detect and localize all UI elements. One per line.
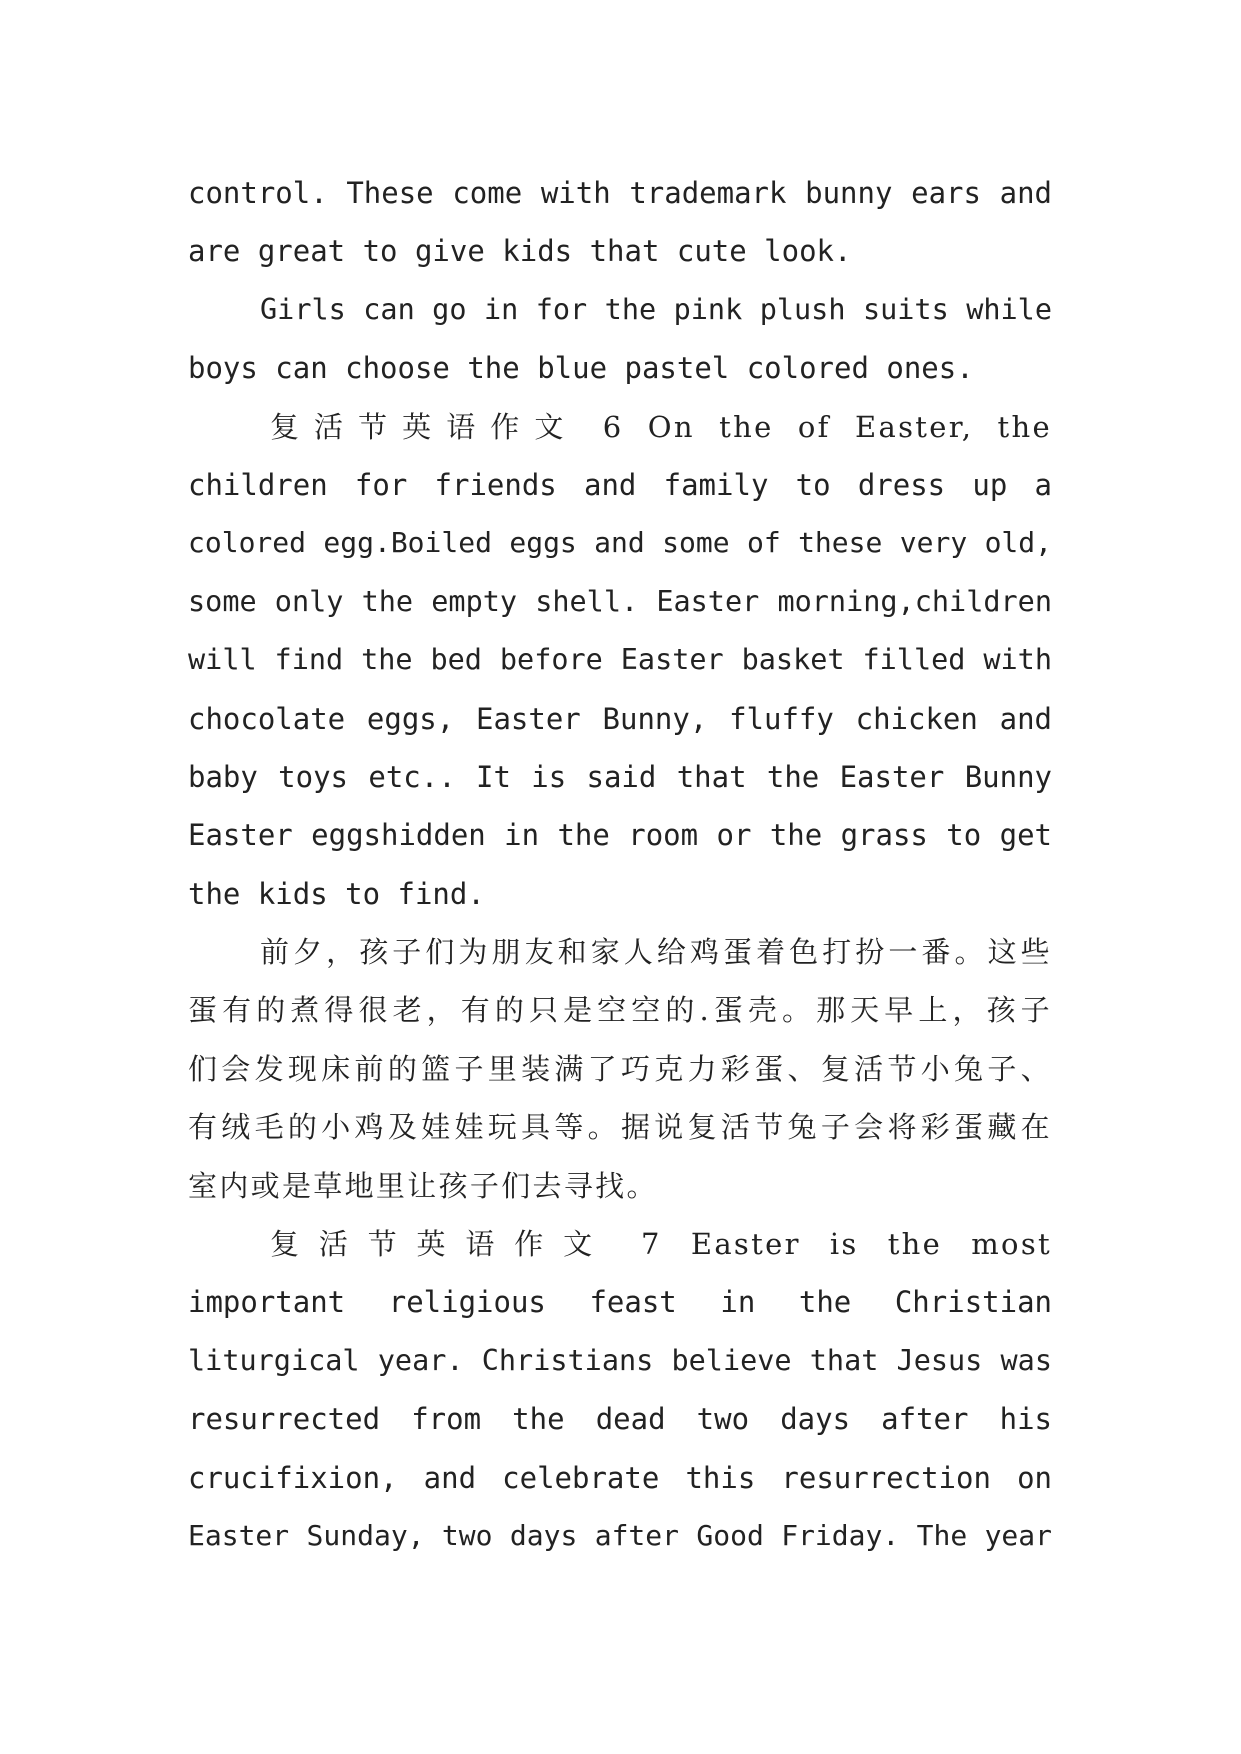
text-line: Easter eggshidden in the room or the grass to get xyxy=(188,818,1052,853)
text-line: 有绒毛的小鸡及娃娃玩具等。据说复活节兔子会将彩蛋藏在 xyxy=(188,1110,1052,1145)
essay-heading-line: 复活节英语作文 6 On the of Easter, the xyxy=(270,409,1052,444)
text-line: liturgical year. Christians believe that Jesus was xyxy=(188,1343,1052,1377)
text-line: important religious feast in the Christian xyxy=(188,1285,1052,1320)
text-line: Easter Sunday, two days after Good Friday. The year xyxy=(188,1518,1052,1552)
paragraph-first-line: 前夕，孩子们为朋友和家人给鸡蛋着色打扮一番。这些 xyxy=(260,935,1052,970)
text-line: the kids to find. xyxy=(188,876,485,911)
text-line: will find the bed before Easter basket filled with xyxy=(188,643,1052,677)
text-line: crucifixion, and celebrate this resurrection on xyxy=(188,1460,1052,1495)
document-body xyxy=(188,164,1052,1565)
text-line: children for friends and family to dress up a xyxy=(188,467,1052,502)
essay-heading-line: 复活节英语作文 7 Easter is the most xyxy=(270,1227,1052,1262)
text-line: 室内或是草地里让孩子们去寻找。 xyxy=(188,1168,658,1203)
text-line: control. These come with trademark bunny ears and xyxy=(188,176,1052,210)
text-line: 们会发现床前的篮子里装满了巧克力彩蛋、复活节小兔子、 xyxy=(188,1051,1052,1086)
text-line: baby toys etc.. It is said that the Easter Bunny xyxy=(188,759,1052,794)
text-line: resurrected from the dead two days after his xyxy=(188,1402,1052,1437)
text-line: colored egg.Boiled eggs and some of these very old, xyxy=(188,526,1052,560)
text-line: chocolate eggs, Easter Bunny, fluffy chicken and xyxy=(188,701,1052,736)
text-line: some only the empty shell. Easter morning,children xyxy=(188,584,1052,618)
text-line: 蛋有的煮得很老，有的只是空空的.蛋壳。那天早上，孩子 xyxy=(188,993,1052,1028)
text-line: are great to give kids that cute look. xyxy=(188,234,852,269)
text-line: boys can choose the blue pastel colored ones. xyxy=(188,351,974,386)
paragraph-first-line: Girls can go in for the pink plush suits while xyxy=(260,292,1052,326)
